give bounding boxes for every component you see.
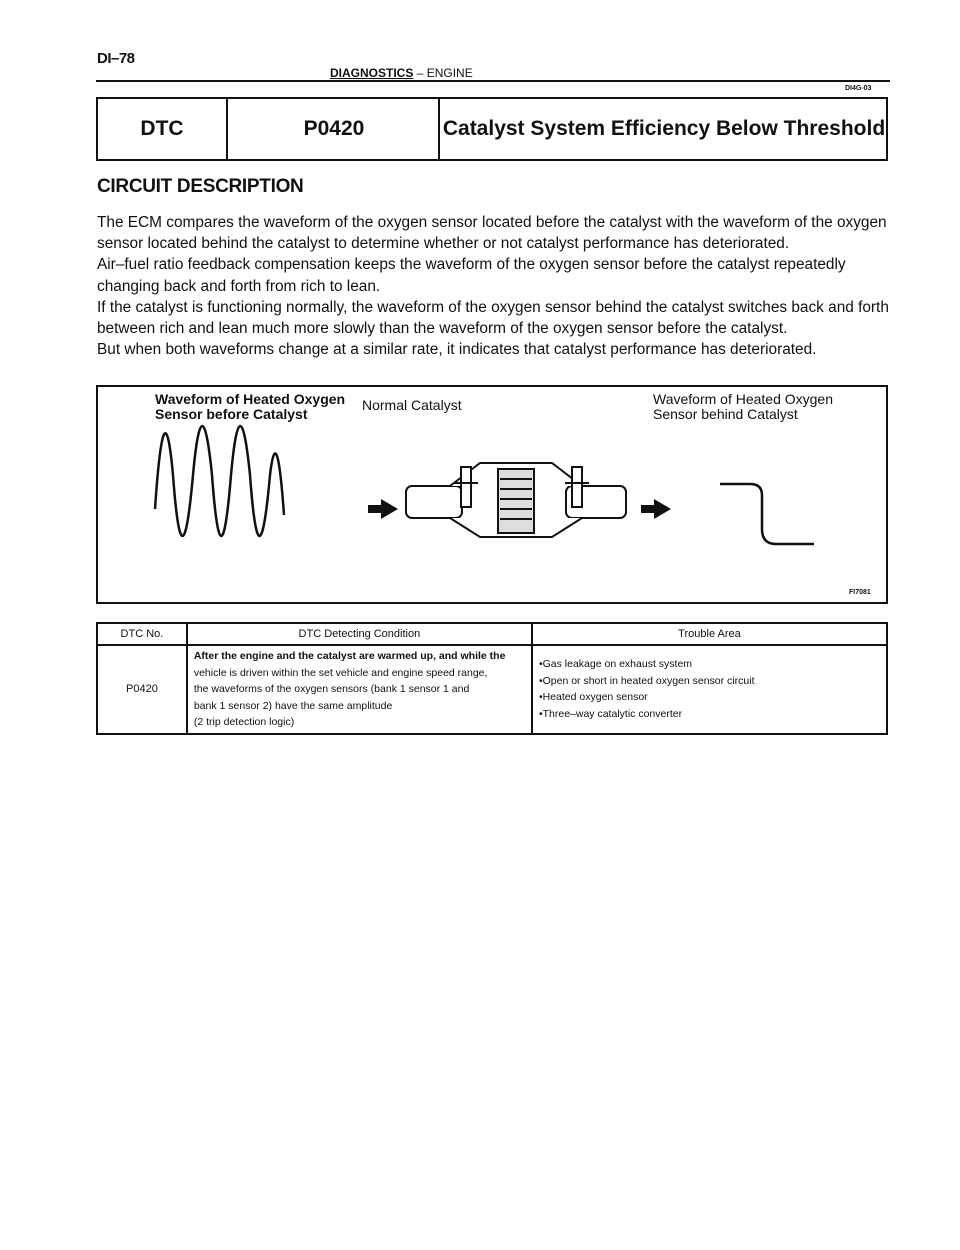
page-number: DI–78: [97, 50, 135, 67]
condition-line: vehicle is driven within the set vehicle and engine speed range,: [193, 666, 488, 679]
row-dtc-code: P0420: [97, 645, 187, 734]
front-sensor-label-line-1: Waveform of Heated Oxygen: [155, 391, 346, 407]
rear-sensor-label-line-1: Waveform of Heated Oxygen: [653, 391, 834, 407]
trouble-area: [532, 645, 887, 734]
condition-line: After the engine and the catalyst are warmed up, and while the: [193, 650, 506, 662]
trouble-area-item: •Heated oxygen sensor: [538, 691, 648, 704]
section-header: [330, 66, 473, 80]
figure-code: FI7081: [849, 589, 871, 596]
dtc-label: DTC: [140, 117, 184, 140]
section-separator: –: [413, 66, 427, 80]
header-rule: [96, 80, 890, 82]
dtc-title: Catalyst System Efficiency Below Threshold: [438, 99, 888, 159]
front-sensor-waveform: [155, 426, 284, 536]
trouble-area-item: •Three–way catalytic converter: [538, 707, 683, 720]
paragraph-2: Air–fuel ratio feedback compensation keeps the waveform of the oxygen sensor before the catalyst repeatedly changing back and forth from rich to lean.: [97, 256, 846, 295]
rear-sensor-label-line-2: Sensor behind Catalyst: [653, 406, 798, 422]
arrow-right-icon: [641, 499, 671, 519]
table-row: [97, 645, 887, 734]
trouble-area-item: •Open or short in heated oxygen sensor circuit: [538, 674, 755, 687]
table-header-row: [97, 623, 887, 645]
detecting-condition: [187, 645, 532, 734]
trouble-area-item: •Gas leakage on exhaust system: [538, 658, 693, 671]
rear-sensor-label: [653, 392, 833, 422]
circuit-description-body: [97, 212, 892, 360]
front-sensor-label-line-2: Sensor before Catalyst: [155, 406, 308, 422]
condition-line: the waveforms of the oxygen sensors (bank 1 sensor 1 and: [193, 683, 470, 695]
front-sensor-label: [155, 392, 345, 422]
catalytic-converter-icon: [406, 463, 626, 537]
header-detecting-condition: DTC Detecting Condition: [187, 623, 532, 645]
dtc-condition-table: [96, 622, 888, 735]
paragraph-3: If the catalyst is functioning normally, the waveform of the oxygen sensor behind the catalyst switches back and forth between rich and lean much more slowly than the waveform of the oxygen sensor before the catalyst.: [97, 298, 889, 338]
catalyst-label: Normal Catalyst: [362, 397, 462, 413]
header-dtc-no: DTC No.: [97, 623, 187, 645]
waveform-figure: [96, 385, 888, 604]
subsection-title: ENGINE: [426, 66, 473, 80]
dtc-title-box: [96, 97, 888, 161]
paragraph-4: But when both waveforms change at a similar rate, it indicates that catalyst performance has deteriorated.: [97, 341, 817, 359]
rear-sensor-waveform: [720, 484, 814, 544]
paragraph-1: The ECM compares the waveform of the oxygen sensor located before the catalyst with the waveform of the oxygen sensor located behind the catalyst to determine whether or not catalyst performance has deteriorated.: [97, 214, 887, 253]
condition-line: bank 1 sensor 2) have the same amplitude: [193, 699, 393, 712]
document-code: DI4G-03: [845, 85, 872, 92]
section-title: DIAGNOSTICS: [330, 66, 414, 80]
condition-line: (2 trip detection logic): [193, 716, 295, 728]
circuit-description-heading: CIRCUIT DESCRIPTION: [97, 176, 304, 197]
dtc-code: P0420: [226, 99, 440, 159]
header-trouble-area: Trouble Area: [532, 623, 887, 645]
arrow-right-icon: [368, 499, 398, 519]
